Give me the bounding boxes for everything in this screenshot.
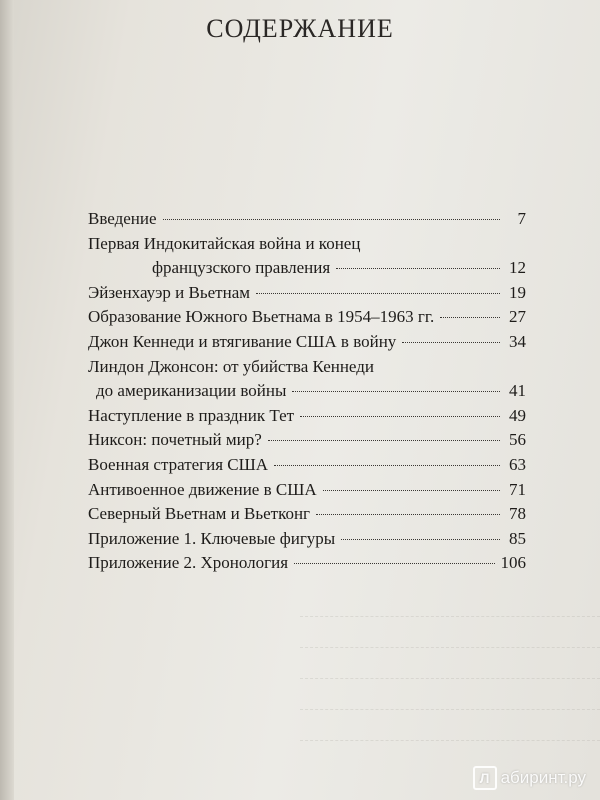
toc-entry-first-indochina-line1 bbox=[88, 232, 526, 257]
toc-entry-page: 63 bbox=[509, 454, 526, 474]
dot-leader bbox=[402, 342, 500, 343]
toc-entry-label: Введение bbox=[88, 209, 157, 228]
dot-leader bbox=[323, 490, 500, 491]
toc-entry-south-vietnam bbox=[88, 305, 526, 330]
toc-entry-label: Линдон Джонсон: от убийства Кеннеди bbox=[88, 356, 375, 376]
toc-entry-label: Северный Вьетнам и Вьетконг bbox=[88, 504, 311, 524]
toc-entry-first-indochina-line2 bbox=[88, 256, 526, 281]
toc-entry-page: 27 bbox=[509, 307, 526, 327]
toc-entry-nixon bbox=[88, 428, 526, 453]
toc-entry-tet-offensive bbox=[88, 404, 526, 429]
toc-entry-label: Образование Южного Вьетнама в 1954–1963 гг. bbox=[88, 307, 435, 327]
toc-entry-label: Эйзенхауэр и Вьетнам bbox=[88, 282, 250, 302]
dot-leader bbox=[294, 563, 494, 564]
toc-entry-label: Приложение 1. Ключевые фигуры bbox=[88, 528, 336, 548]
toc-entry-label: Никсон: почетный мир? bbox=[88, 430, 262, 450]
toc-entry-antiwar-movement bbox=[88, 478, 526, 503]
dot-leader bbox=[163, 219, 500, 220]
table-of-contents bbox=[88, 207, 526, 576]
toc-entry-page: 49 bbox=[509, 405, 526, 425]
dot-leader bbox=[341, 539, 500, 540]
toc-entry-page: 71 bbox=[509, 479, 526, 499]
dot-leader bbox=[300, 416, 500, 417]
toc-entry-kennedy bbox=[88, 330, 526, 355]
page-edge-shadow bbox=[0, 0, 14, 800]
page-title: СОДЕРЖАНИЕ bbox=[206, 14, 394, 43]
toc-entry-label: Военная стратегия США bbox=[88, 454, 269, 474]
toc-entry-label: Антивоенное движение в США bbox=[88, 479, 317, 499]
labirint-logo-icon: Л bbox=[473, 766, 497, 790]
toc-entry-page: 34 bbox=[509, 331, 526, 351]
toc-entry-page: 85 bbox=[509, 528, 526, 548]
toc-entry-page: 56 bbox=[509, 430, 526, 450]
toc-entry-johnson-line2 bbox=[88, 379, 526, 404]
toc-entry-page: 78 bbox=[509, 504, 526, 524]
toc-entry-label: до американизации войны bbox=[96, 381, 287, 401]
watermark-text: абиринт.ру bbox=[500, 768, 586, 787]
toc-entry-label: Первая Индокитайская война и конец bbox=[88, 233, 361, 253]
toc-entry-eisenhower bbox=[88, 281, 526, 306]
site-watermark bbox=[473, 766, 586, 790]
toc-entry-label: Наступление в праздник Тет bbox=[88, 405, 295, 425]
toc-entry-label: Приложение 2. Хронология bbox=[88, 553, 289, 573]
toc-entry-page: 41 bbox=[509, 381, 526, 401]
toc-entry-label: Джон Кеннеди и втягивание США в войну bbox=[88, 331, 397, 351]
dot-leader bbox=[268, 440, 500, 441]
toc-entry-page: 19 bbox=[509, 282, 526, 302]
toc-entry-appendix-2 bbox=[88, 551, 526, 576]
toc-entry-johnson-line1 bbox=[88, 355, 526, 380]
bleed-through-text bbox=[300, 590, 600, 760]
dot-leader bbox=[316, 514, 500, 515]
toc-entry-north-vietnam bbox=[88, 502, 526, 527]
toc-entry-page: 12 bbox=[509, 258, 526, 278]
toc-entry-page: 106 bbox=[500, 553, 526, 573]
dot-leader bbox=[292, 391, 500, 392]
toc-entry-page: 7 bbox=[517, 209, 526, 228]
dot-leader bbox=[256, 293, 500, 294]
toc-entry-introduction bbox=[88, 207, 526, 232]
dot-leader bbox=[274, 465, 500, 466]
toc-entry-label: французского правления bbox=[152, 258, 331, 278]
toc-entry-us-strategy bbox=[88, 453, 526, 478]
dot-leader bbox=[440, 317, 500, 318]
toc-entry-appendix-1 bbox=[88, 527, 526, 552]
dot-leader bbox=[336, 268, 500, 269]
